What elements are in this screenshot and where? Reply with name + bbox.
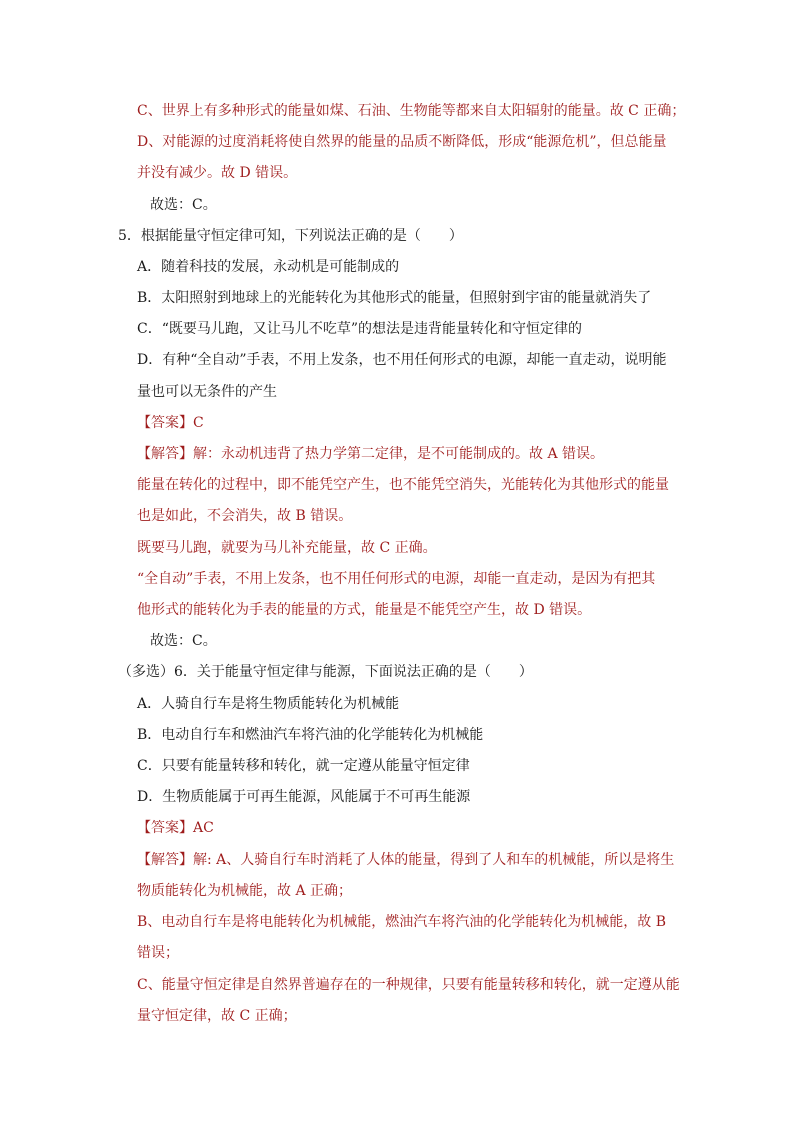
analysis-tag: 【解答】	[137, 852, 193, 868]
q6-option-a: A．人骑自行车是将生物质能转化为机械能	[137, 696, 400, 712]
q5-choose: 故选：C。	[150, 633, 217, 649]
answer-tag: 【答案】	[137, 820, 193, 836]
q6-stem: （多选）6．关于能量守恒定律与能源，下面说法正确的是（ ）	[118, 664, 533, 680]
q5-option-d: D．有种“全自动”手表，不用上发条，也不用任何形式的电源，却能一直走动，说明能	[137, 352, 667, 368]
q5-stem: 5．根据能量守恒定律可知，下列说法正确的是（ ）	[118, 228, 463, 244]
q5-analysis-line: 也是如此，不会消失，故 B 错误。	[137, 508, 353, 524]
q6-analysis-line: C、能量守恒定律是自然界普遍存在的一种规律，只要有能量转移和转化，就一定遵从能	[137, 977, 680, 993]
q6-analysis-line: 物质能转化为机械能，故 A 正确；	[137, 883, 353, 899]
q5-option-d-cont: 量也可以无条件的产生	[137, 384, 277, 400]
q5-option-a: A．随着科技的发展，永动机是可能制成的	[137, 259, 400, 275]
answer-value: AC	[193, 820, 214, 836]
analysis-tag: 【解答】	[137, 446, 193, 462]
q4-analysis-d-line2: 并没有减少。故 D 错误。	[137, 165, 298, 181]
q4-analysis-d-line1: D、对能源的过度消耗将使自然界的能量的品质不断降低，形成“能源危机”，但总能量	[137, 134, 667, 150]
q5-option-c: C．“既要马儿跑，又让马儿不吃草”的想法是违背能量转化和守恒定律的	[137, 321, 583, 337]
q6-analysis-line: 错误；	[137, 945, 179, 961]
q5-analysis-line: 能量在转化的过程中，即不能凭空产生，也不能凭空消失，光能转化为其他形式的能量	[137, 477, 669, 493]
q5-analysis-line: “全自动”手表，不用上发条，也不用任何形式的电源，却能一直走动，是因为有把其	[137, 571, 656, 587]
analysis-text: 解：永动机违背了热力学第二定律，是不可能制成的。故 A 错误。	[193, 446, 605, 462]
q6-option-d: D．生物质能属于可再生能源，风能属于不可再生能源	[137, 789, 471, 805]
q6-analysis-line: 量守恒定律，故 C 正确；	[137, 1008, 297, 1024]
q6-analysis-first	[137, 850, 674, 870]
answer-value: C	[193, 415, 204, 431]
q5-analysis-line: 他形式的能转化为手表的能量的方式，能量是不能凭空产生，故 D 错误。	[137, 602, 592, 618]
q5-option-b: B．太阳照射到地球上的光能转化为其他形式的能量，但照射到宇宙的能量就消失了	[137, 290, 652, 306]
answer-tag: 【答案】	[137, 415, 193, 431]
q4-choose: 故选：C。	[150, 197, 217, 213]
q6-answer	[137, 818, 214, 838]
q6-option-b: B．电动自行车和燃油汽车将汽油的化学能转化为机械能	[137, 727, 484, 743]
analysis-text: 解: A、人骑自行车时消耗了人体的能量，得到了人和车的机械能，所以是将生	[193, 852, 675, 868]
q5-analysis-first	[137, 444, 604, 464]
q4-analysis-c: C、世界上有多种形式的能量如煤、石油、生物能等都来自太阳辐射的能量。故 C 正确；	[137, 103, 686, 119]
q6-option-c: C．只要有能量转移和转化，就一定遵从能量守恒定律	[137, 758, 470, 774]
q6-analysis-line: B、电动自行车是将电能转化为机械能，燃油汽车将汽油的化学能转化为机械能，故 B	[137, 914, 667, 930]
q5-analysis-line: 既要马儿跑，就要为马儿补充能量，故 C 正确。	[137, 540, 437, 556]
q5-answer	[137, 413, 204, 433]
